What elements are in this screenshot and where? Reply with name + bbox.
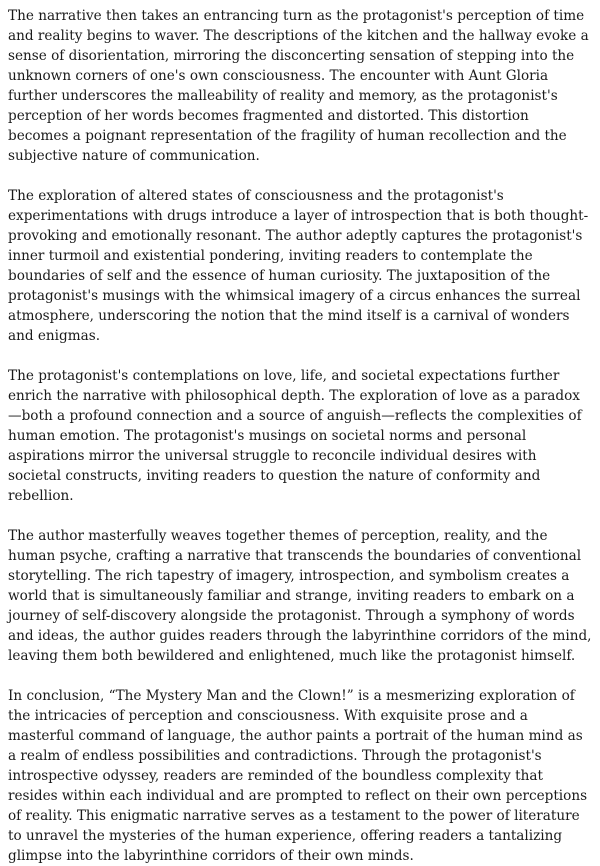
paragraph-3: The protagonist's contemplations on love, life, and societal expectations further enrich the narrative with philosophical depth. The exploration of love as a paradox—both a profound connection and a source of anguish—reflects the complexities of human emotion. The protagonist's musings on societal norms and personal aspirations mirror the universal struggle to reconcile individual desires with societal constructs, inviting readers to question the nature of conformity and rebellion.: [8, 368, 582, 504]
paragraph-2: The exploration of altered states of consciousness and the protagonist's experimentations with drugs introduce a layer of introspection that is both thought-provoking and emotionally resonant. The author adeptly captures the protagonist's inner turmoil and existential pondering, inviting readers to contemplate the boundaries of self and the essence of human curiosity. The juxtaposition of the protagonist's musings with the whimsical imagery of a circus enhances the surreal atmosphere, underscoring the notion that the mind itself is a carnival of wonders and enigmas.: [8, 188, 589, 344]
paragraph-4: The author masterfully weaves together themes of perception, reality, and the human psyche, crafting a narrative that transcends the boundaries of conventional storytelling. The rich tapestry of imagery, introspection, and symbolism creates a world that is simultaneously familiar and strange, inviting readers to embark on a journey of self-discovery alongside the protagonist. Through a symphony of words and ideas, the author guides readers through the labyrinthine corridors of the mind, leaving them both bewildered and enlightened, much like the protagonist himself.: [8, 528, 592, 664]
paragraph-5: In conclusion, “The Mystery Man and the Clown!” is a mesmerizing exploration of the intricacies of perception and consciousness. With exquisite prose and a masterful command of language, the author paints a portrait of the human mind as a realm of endless possibilities and contradictions. Through the protagonist's introspective odyssey, readers are reminded of the boundless complexity that resides within each individual and are prompted to reflect on their own perceptions of reality. This enigmatic narrative serves as a testament to the power of literature to unravel the mysteries of the human experience, offering readers a tantalizing glimpse into the labyrinthine corridors of their own minds.: [8, 688, 588, 864]
paragraph-1: The narrative then takes an entrancing turn as the protagonist's perception of time and reality begins to waver. The descriptions of the kitchen and the hallway evoke a sense of disorientation, mirroring the disconcerting sensation of stepping into the unknown corners of one's own consciousness. The encounter with Aunt Gloria further underscores the malleability of reality and memory, as the protagonist's perception of her words becomes fragmented and distorted. This distortion becomes a poignant representation of the fragility of human recollection and the subjective nature of communication.: [8, 8, 589, 164]
